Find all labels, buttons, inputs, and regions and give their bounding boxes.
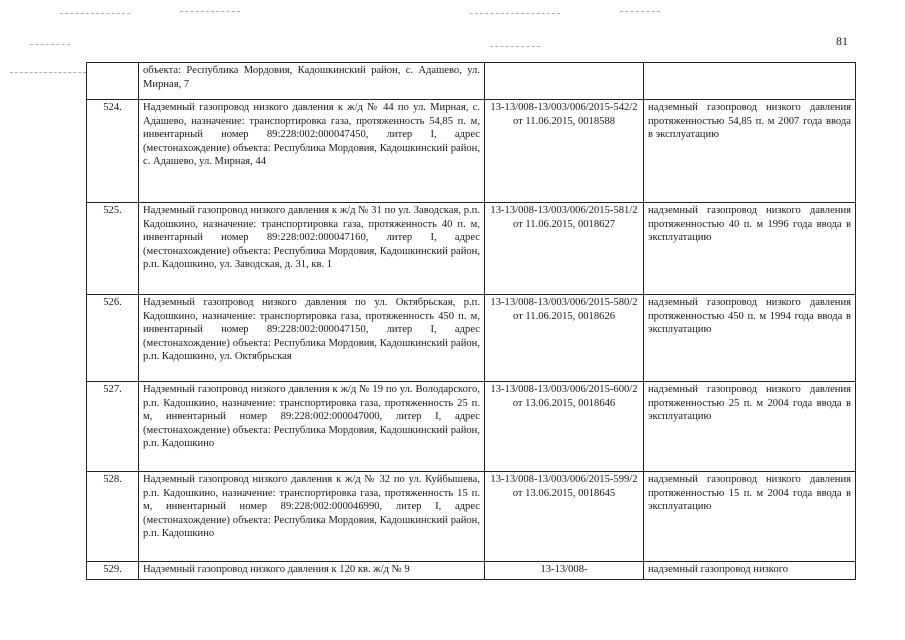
row-number: 529. [87,562,139,580]
registration-record: 13-13/008-13/003/006/2015-600/2 от 13.06.2015, 0018646 [485,382,644,472]
object-description: Надземный газопровод низкого давления к ж/д № 19 по ул. Володарского, р.п. Кадошкино, назначение: транспортировка газа, протяженность 25 п. м, инвентарный номер 89:228:002:000047000, литер I, адрес (местонахождение) объекта: Республика Мордовия, Кадошкинский район, р.п. Кадошкино [139,382,485,472]
table-row [87,63,856,100]
row-number: 527. [87,382,139,472]
scan-artifact-line [30,44,70,45]
row-number [87,63,139,100]
object-characteristics: надземный газопровод низкого давления протяженностью 15 п. м 2004 года ввода в эксплуатацию [644,472,856,562]
scan-artifact-line [470,13,560,14]
page-number: 81 [836,34,848,48]
registration-record: 13-13/008-13/003/006/2015-542/2 от 11.06.2015, 0018588 [485,100,644,203]
scan-artifact-line [60,13,130,14]
object-characteristics: надземный газопровод низкого давления протяженностью 25 п. м 2004 года ввода в эксплуатацию [644,382,856,472]
table-row [87,295,856,382]
registration-record: 13-13/008-13/003/006/2015-581/2 от 11.06.2015, 0018627 [485,203,644,295]
object-description: Надземный газопровод низкого давления к ж/д № 31 по ул. Заводская, р.п. Кадошкино, назначение: транспортировка газа, протяженность 40 п. м, инвентарный номер 89:228:002:000047160, литер I, адрес (местонахождение) объекта: Республика Мордовия, Кадошкинский район, р.п. Кадошкино, ул. Заводская, д. 31, кв. 1 [139,203,485,295]
object-description: объекта: Республика Мордовия, Кадошкинский район, с. Адашево, ул. Мирная, 7 [139,63,485,100]
row-number: 525. [87,203,139,295]
scan-artifact-line [10,72,86,73]
table-row [87,472,856,562]
object-description: Надземный газопровод низкого давления к ж/д № 44 по ул. Мирная, с. Адашево, назначение: транспортировка газа, протяженность 54,85 п. м, инвентарный номер 89:228:002:000047450, литер I, адрес (местонахождение) объекта: Республика Мордовия, Кадошкинский район, с. Адашево, ул. Мирная, 44 [139,100,485,203]
table-row [87,562,856,580]
row-number: 524. [87,100,139,203]
object-description: Надземный газопровод низкого давления к 120 кв. ж/д № 9 [139,562,485,580]
row-number: 526. [87,295,139,382]
object-characteristics: надземный газопровод низкого давления протяженностью 54,85 п. м 2007 года ввода в эксплуатацию [644,100,856,203]
table-row [87,382,856,472]
registration-record: 13-13/008-13/003/006/2015-599/2 от 13.06.2015, 0018645 [485,472,644,562]
object-characteristics: надземный газопровод низкого давления протяженностью 40 п. м 1996 года ввода в эксплуатацию [644,203,856,295]
object-characteristics: надземный газопровод низкого давления протяженностью 450 п. м 1994 года ввода в эксплуатацию [644,295,856,382]
object-description: Надземный газопровод низкого давления к ж/д № 32 по ул. Куйбышева, р.п. Кадошкино, назначение: транспортировка газа, протяженность 15 п. м, инвентарный номер 89:228:002:000046990, литер I, адрес (местонахождение) объекта: Республика Мордовия, Кадошкинский район, р.п. Кадошкино [139,472,485,562]
registration-record [485,63,644,100]
registration-record: 13-13/008- [485,562,644,580]
registration-record: 13-13/008-13/003/006/2015-580/2 от 11.06.2015, 0018626 [485,295,644,382]
register-table [86,62,856,580]
object-characteristics [644,63,856,100]
row-number: 528. [87,472,139,562]
object-description: Надземный газопровод низкого давления по ул. Октябрьская, р.п. Кадошкино, назначение: транспортировка газа, протяженность 450 п. м, инвентарный номер 89:228:002:000047150, литер I, адрес (местонахождение) объекта: Республика Мордовия, Кадошкинский район, р.п. Кадошкино, ул. Октябрьская [139,295,485,382]
scan-artifact-line [180,11,240,12]
scan-artifact-line [620,11,660,12]
object-characteristics: надземный газопровод низкого [644,562,856,580]
table-row [87,203,856,295]
scan-artifact-line [490,46,540,47]
table-row [87,100,856,203]
